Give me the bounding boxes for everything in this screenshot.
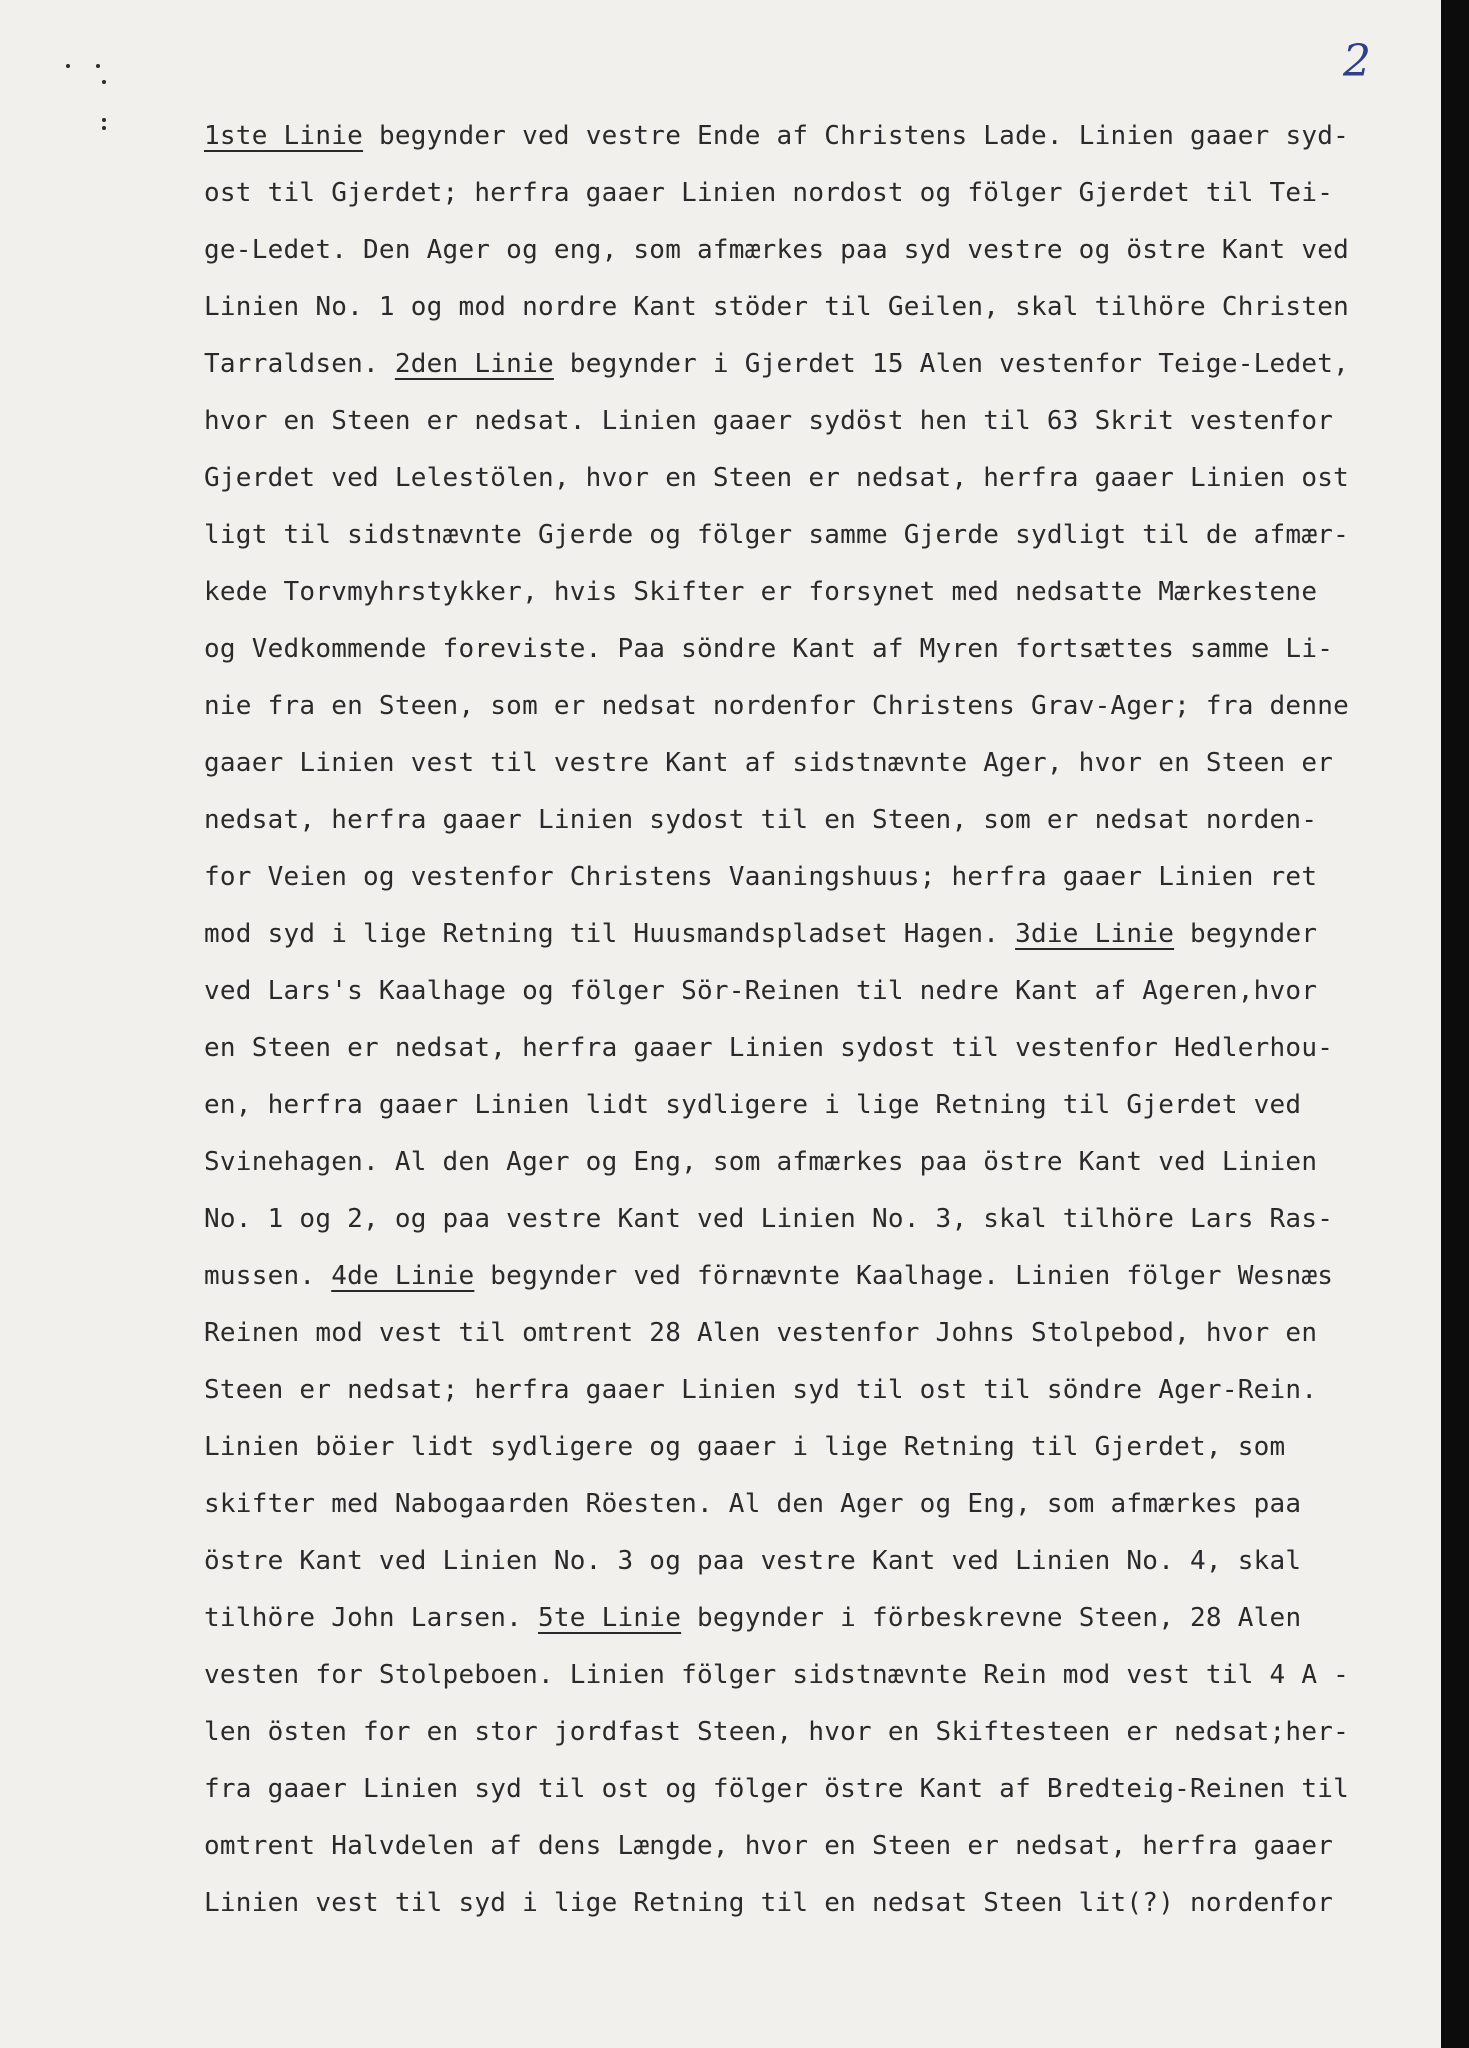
line-text: ost til Gjerdet; herfra gaaer Linien nordost og fölger Gjerdet til Tei- bbox=[204, 178, 1334, 208]
line-text-after: begynder bbox=[1174, 919, 1318, 949]
line-text: ved Lars's Kaalhage og fölger Sör-Reinen til nedre Kant af Ageren,hvor bbox=[204, 976, 1318, 1006]
document-body bbox=[204, 108, 1434, 1932]
text-line bbox=[204, 1305, 1434, 1362]
text-line bbox=[204, 1704, 1434, 1761]
line-text: en, herfra gaaer Linien lidt sydligere i lige Retning til Gjerdet ved bbox=[204, 1090, 1302, 1120]
line-heading: 4de Linie bbox=[331, 1261, 475, 1291]
text-line bbox=[204, 906, 1434, 963]
line-text: en Steen er nedsat, herfra gaaer Linien sydost til vestenfor Hedlerhou- bbox=[204, 1033, 1334, 1063]
text-line bbox=[204, 1533, 1434, 1590]
text-line bbox=[204, 1419, 1434, 1476]
text-line bbox=[204, 165, 1434, 222]
line-text: fra gaaer Linien syd til ost og fölger östre Kant af Bredteig-Reinen til bbox=[204, 1774, 1350, 1804]
text-line bbox=[204, 564, 1434, 621]
text-line bbox=[204, 1761, 1434, 1818]
line-text-after: begynder i förbeskrevne Steen, 28 Alen bbox=[681, 1603, 1302, 1633]
line-text: mussen. bbox=[204, 1261, 332, 1291]
text-line bbox=[204, 507, 1434, 564]
margin-punch-marks bbox=[62, 58, 152, 148]
text-line bbox=[204, 735, 1434, 792]
text-line bbox=[204, 1248, 1434, 1305]
line-text: og Vedkommende foreviste. Paa söndre Kant af Myren fortsættes samme Li- bbox=[204, 634, 1334, 664]
line-heading: 3die Linie bbox=[1015, 919, 1175, 949]
line-text: gaaer Linien vest til vestre Kant af sidstnævnte Ager, hvor en Steen er bbox=[204, 748, 1334, 778]
text-line bbox=[204, 1362, 1434, 1419]
line-text: len östen for en stor jordfast Steen, hvor en Skiftesteen er nedsat;her- bbox=[204, 1717, 1350, 1747]
line-text-after: begynder i Gjerdet 15 Alen vestenfor Teige-Ledet, bbox=[553, 349, 1350, 379]
line-text: Linien No. 1 og mod nordre Kant stöder til Geilen, skal tilhöre Christen bbox=[204, 292, 1350, 322]
line-text: ligt til sidstnævnte Gjerde og fölger samme Gjerde sydligt til de afmær- bbox=[204, 520, 1350, 550]
text-line bbox=[204, 1647, 1434, 1704]
text-line bbox=[204, 678, 1434, 735]
line-text: Tarraldsen. bbox=[204, 349, 395, 379]
text-line bbox=[204, 792, 1434, 849]
line-text: nie fra en Steen, som er nedsat nordenfor Christens Grav-Ager; fra denne bbox=[204, 691, 1350, 721]
line-text: Reinen mod vest til omtrent 28 Alen vestenfor Johns Stolpebod, hvor en bbox=[204, 1318, 1318, 1348]
text-line bbox=[204, 222, 1434, 279]
line-text: omtrent Halvdelen af dens Længde, hvor en Steen er nedsat, herfra gaaer bbox=[204, 1831, 1334, 1861]
text-line bbox=[204, 849, 1434, 906]
text-line bbox=[204, 1818, 1434, 1875]
text-line bbox=[204, 450, 1434, 507]
text-line bbox=[204, 1077, 1434, 1134]
text-line bbox=[204, 1875, 1434, 1932]
text-line bbox=[204, 1191, 1434, 1248]
line-text: Gjerdet ved Lelestölen, hvor en Steen er nedsat, herfra gaaer Linien ost bbox=[204, 463, 1350, 493]
line-text: kede Torvmyhrstykker, hvis Skifter er forsynet med nedsatte Mærkestene bbox=[204, 577, 1318, 607]
text-line bbox=[204, 1134, 1434, 1191]
line-text-after: begynder ved vestre Ende af Christens Lade. Linien gaaer syd- bbox=[363, 121, 1350, 151]
text-line bbox=[204, 108, 1434, 165]
text-line bbox=[204, 1020, 1434, 1077]
line-text: nedsat, herfra gaaer Linien sydost til en Steen, som er nedsat norden- bbox=[204, 805, 1318, 835]
line-text: mod syd i lige Retning til Huusmandspladset Hagen. bbox=[204, 919, 1016, 949]
text-line bbox=[204, 393, 1434, 450]
line-text: Linien vest til syd i lige Retning til en nedsat Steen lit(?) nordenfor bbox=[204, 1888, 1334, 1918]
text-line bbox=[204, 1590, 1434, 1647]
line-text: hvor en Steen er nedsat. Linien gaaer sydöst hen til 63 Skrit vestenfor bbox=[204, 406, 1334, 436]
line-text: Linien böier lidt sydligere og gaaer i lige Retning til Gjerdet, som bbox=[204, 1432, 1286, 1462]
line-heading: 1ste Linie bbox=[204, 121, 364, 151]
text-line bbox=[204, 621, 1434, 678]
line-text: Steen er nedsat; herfra gaaer Linien syd til ost til söndre Ager-Rein. bbox=[204, 1375, 1318, 1405]
line-heading: 5te Linie bbox=[537, 1603, 682, 1633]
line-text: ge-Ledet. Den Ager og eng, som afmærkes paa syd vestre og östre Kant ved bbox=[204, 235, 1350, 265]
text-line bbox=[204, 279, 1434, 336]
text-line bbox=[204, 963, 1434, 1020]
line-text: skifter med Nabogaarden Röesten. Al den Ager og Eng, som afmærkes paa bbox=[204, 1489, 1302, 1519]
line-text: No. 1 og 2, og paa vestre Kant ved Linien No. 3, skal tilhöre Lars Ras- bbox=[204, 1204, 1334, 1234]
line-text: östre Kant ved Linien No. 3 og paa vestre Kant ved Linien No. 4, skal bbox=[204, 1546, 1302, 1576]
line-heading: 2den Linie bbox=[394, 349, 554, 379]
line-text: vesten for Stolpeboen. Linien fölger sidstnævnte Rein mod vest til 4 A - bbox=[204, 1660, 1350, 1690]
line-text-after: begynder ved förnævnte Kaalhage. Linien fölger Wesnæs bbox=[474, 1261, 1334, 1291]
text-line bbox=[204, 336, 1434, 393]
line-text: for Veien og vestenfor Christens Vaaningshuus; herfra gaaer Linien ret bbox=[204, 862, 1318, 892]
line-text: Svinehagen. Al den Ager og Eng, som afmærkes paa östre Kant ved Linien bbox=[204, 1147, 1318, 1177]
line-text: tilhöre John Larsen. bbox=[204, 1603, 538, 1633]
page-number: 2 bbox=[1343, 36, 1371, 87]
text-line bbox=[204, 1476, 1434, 1533]
